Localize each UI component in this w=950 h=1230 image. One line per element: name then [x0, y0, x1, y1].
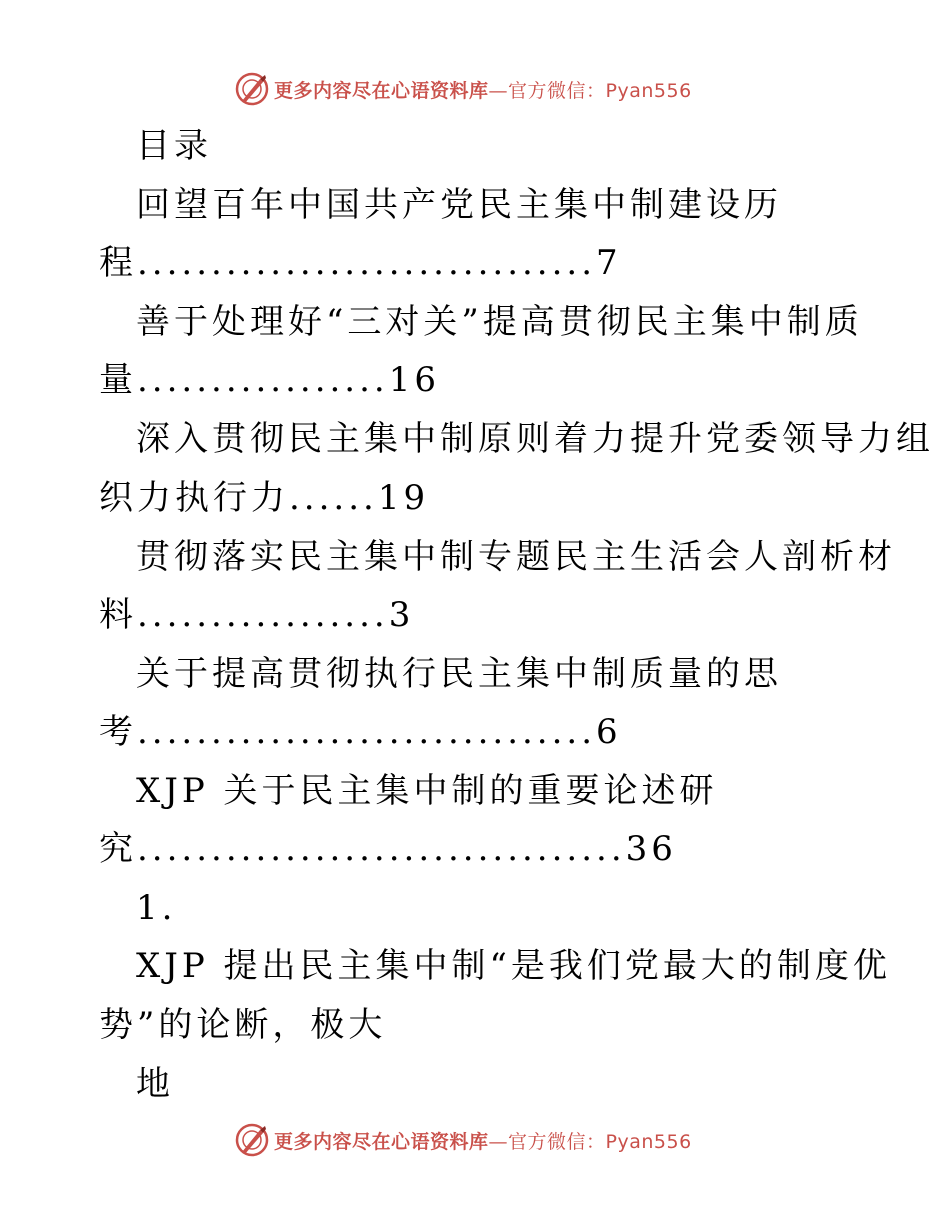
toc-entry-3-line-2: 织力执行力......19 — [99, 478, 430, 518]
footer-watermark — [234, 1121, 692, 1159]
watermark-brand: 更多内容尽在心语资料库 — [274, 1130, 489, 1153]
body-paragraph-line-3: 地 — [136, 1064, 174, 1104]
watermark-text — [274, 1127, 692, 1154]
watermark-wechat: 官方微信：Pyan556 — [508, 79, 692, 102]
header-watermark — [234, 70, 692, 108]
toc-entry-4-line-2: 料.................3 — [99, 595, 415, 635]
watermark-separator: — — [488, 79, 509, 102]
toc-heading: 目录 — [136, 126, 212, 166]
list-number: 1. — [136, 888, 177, 928]
body-paragraph-line-2: 势”的论断，极大 — [99, 1005, 387, 1045]
toc-entry-3-line-1: 深入贯彻民主集中制原则着力提升党委领导力组 — [136, 419, 934, 459]
toc-entry-2-line-2: 量.................16 — [99, 360, 440, 400]
toc-entry-5-line-2: 考...............................6 — [99, 712, 622, 752]
toc-entry-4-line-1: 贯彻落实民主集中制专题民主生活会人剖析材 — [136, 537, 896, 577]
body-paragraph-line-1: XJP 提出民主集中制“是我们党最大的制度优 — [136, 946, 891, 986]
toc-entry-1-line-2: 程...............................7 — [99, 243, 622, 283]
watermark-brand: 更多内容尽在心语资料库 — [274, 79, 489, 102]
toc-entry-2-line-1: 善于处理好“三对关”提高贯彻民主集中制质 — [136, 302, 863, 342]
toc-entry-5-line-1: 关于提高贯彻执行民主集中制质量的思 — [136, 654, 782, 694]
toc-entry-1-line-1: 回望百年中国共产党民主集中制建设历 — [136, 185, 782, 225]
quill-pen-logo-icon — [234, 1122, 270, 1158]
watermark-text — [274, 76, 692, 103]
quill-pen-logo-icon — [234, 71, 270, 107]
toc-entry-6-line-1: XJP 关于民主集中制的重要论述研 — [136, 771, 718, 811]
watermark-separator: — — [488, 1130, 509, 1153]
watermark-wechat: 官方微信：Pyan556 — [508, 1130, 692, 1153]
toc-entry-6-line-2: 究.................................36 — [99, 829, 677, 869]
